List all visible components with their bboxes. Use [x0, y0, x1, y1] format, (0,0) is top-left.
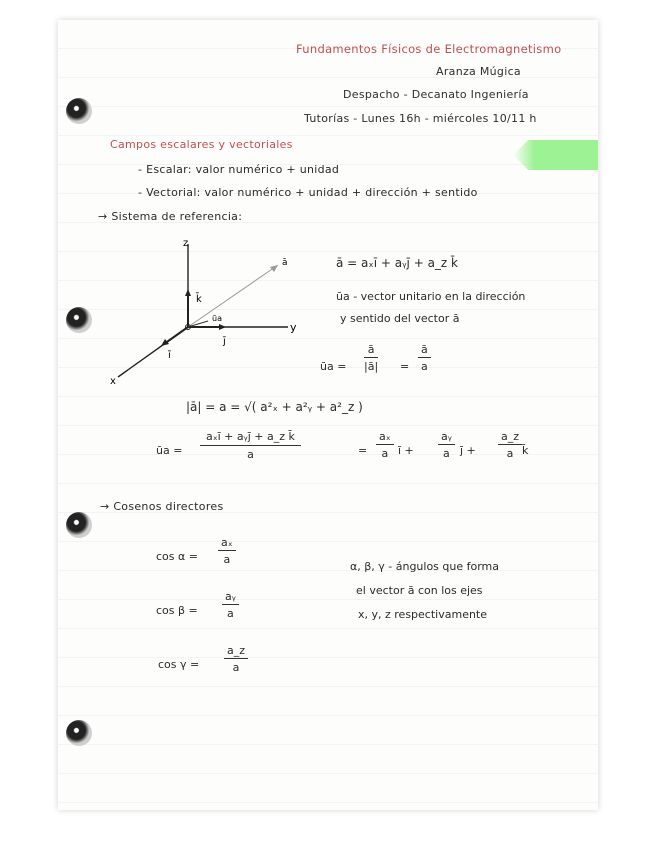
cosines-title: → Cosenos directores	[100, 500, 224, 513]
reference-system-title: → Sistema de referencia:	[98, 210, 243, 223]
binder-hole	[66, 307, 92, 333]
green-highlighter-mark	[513, 140, 598, 170]
term-y-vector: j̄ +	[460, 444, 476, 457]
x-axis-label: x	[110, 376, 116, 387]
term-x-vector: ī +	[398, 444, 414, 457]
ua-fraction-scalar: ā a	[418, 343, 431, 373]
bullet-vectorial: - Vectorial: valor numérico + unidad + dirección + sentido	[138, 186, 478, 199]
binder-hole	[66, 512, 92, 538]
ua-fraction-modulus: ā |ā|	[364, 343, 379, 373]
unit-j-label: j̄	[223, 336, 226, 347]
term-x-fraction: aₓ a	[376, 430, 394, 460]
cos-gamma-fraction: a_z a	[224, 644, 248, 674]
vector-a-arrowhead	[270, 265, 278, 272]
binder-hole	[66, 98, 92, 124]
unit-k-arrowhead	[185, 289, 191, 296]
angles-note-line1: α, β, γ - ángulos que forma	[350, 560, 500, 573]
angles-note-line2: el vector ā con los ejes	[356, 584, 483, 597]
tutorials-info: Tutorías - Lunes 16h - miércoles 10/11 h	[304, 112, 537, 125]
cos-alpha-lhs: cos α =	[156, 550, 198, 563]
unit-i-line	[164, 327, 188, 344]
cos-alpha-fraction: aₓ a	[218, 536, 236, 566]
cos-gamma-lhs: cos γ =	[158, 658, 200, 671]
term-y-fraction: aᵧ a	[438, 430, 455, 460]
bullet-scalar: - Escalar: valor numérico + unidad	[138, 163, 340, 176]
modulus-equation: |ā| = a = √( a²ₓ + a²ᵧ + a²_z )	[186, 400, 363, 414]
binder-hole	[66, 720, 92, 746]
y-axis-label: y	[290, 321, 297, 334]
ua-expanded-fraction: aₓī + aᵧj̄ + a_z k̄ a	[200, 430, 301, 461]
office-info: Despacho - Decanato Ingeniería	[343, 88, 529, 101]
unit-k-label: k̄	[196, 294, 202, 305]
ua-equals: =	[400, 360, 410, 373]
teacher-name: Aranza Múgica	[436, 65, 521, 78]
unit-i-label: ī	[168, 350, 171, 361]
z-axis-label: z	[183, 238, 189, 249]
notebook-page	[58, 20, 598, 810]
angles-note-line3: x, y, z respectivamente	[358, 608, 488, 621]
course-title: Fundamentos Físicos de Electromagnetismo	[296, 42, 562, 56]
ua-description-line1: ūa - vector unitario en la dirección	[336, 290, 526, 303]
cos-beta-fraction: aᵧ a	[222, 590, 239, 620]
reference-axes-diagram	[98, 232, 308, 392]
term-z-vector: k̄	[522, 444, 529, 457]
vector-a-label: ā	[282, 258, 288, 268]
section-title-fields: Campos escalares y vectoriales	[110, 138, 293, 151]
ua-expanded-lhs: ūa =	[156, 444, 183, 457]
ua-expanded-equals: =	[358, 444, 368, 457]
cos-beta-lhs: cos β =	[156, 604, 198, 617]
unit-j-arrowhead	[219, 324, 226, 330]
term-z-fraction: a_z a	[498, 430, 522, 460]
vector-a-components: ā = aₓī + aᵧj̄ + a_z k̄	[336, 256, 458, 270]
ua-lhs: ūa =	[320, 360, 347, 373]
ua-description-line2: y sentido del vector ā	[340, 312, 460, 325]
vector-ua-label: ūa	[212, 314, 222, 323]
